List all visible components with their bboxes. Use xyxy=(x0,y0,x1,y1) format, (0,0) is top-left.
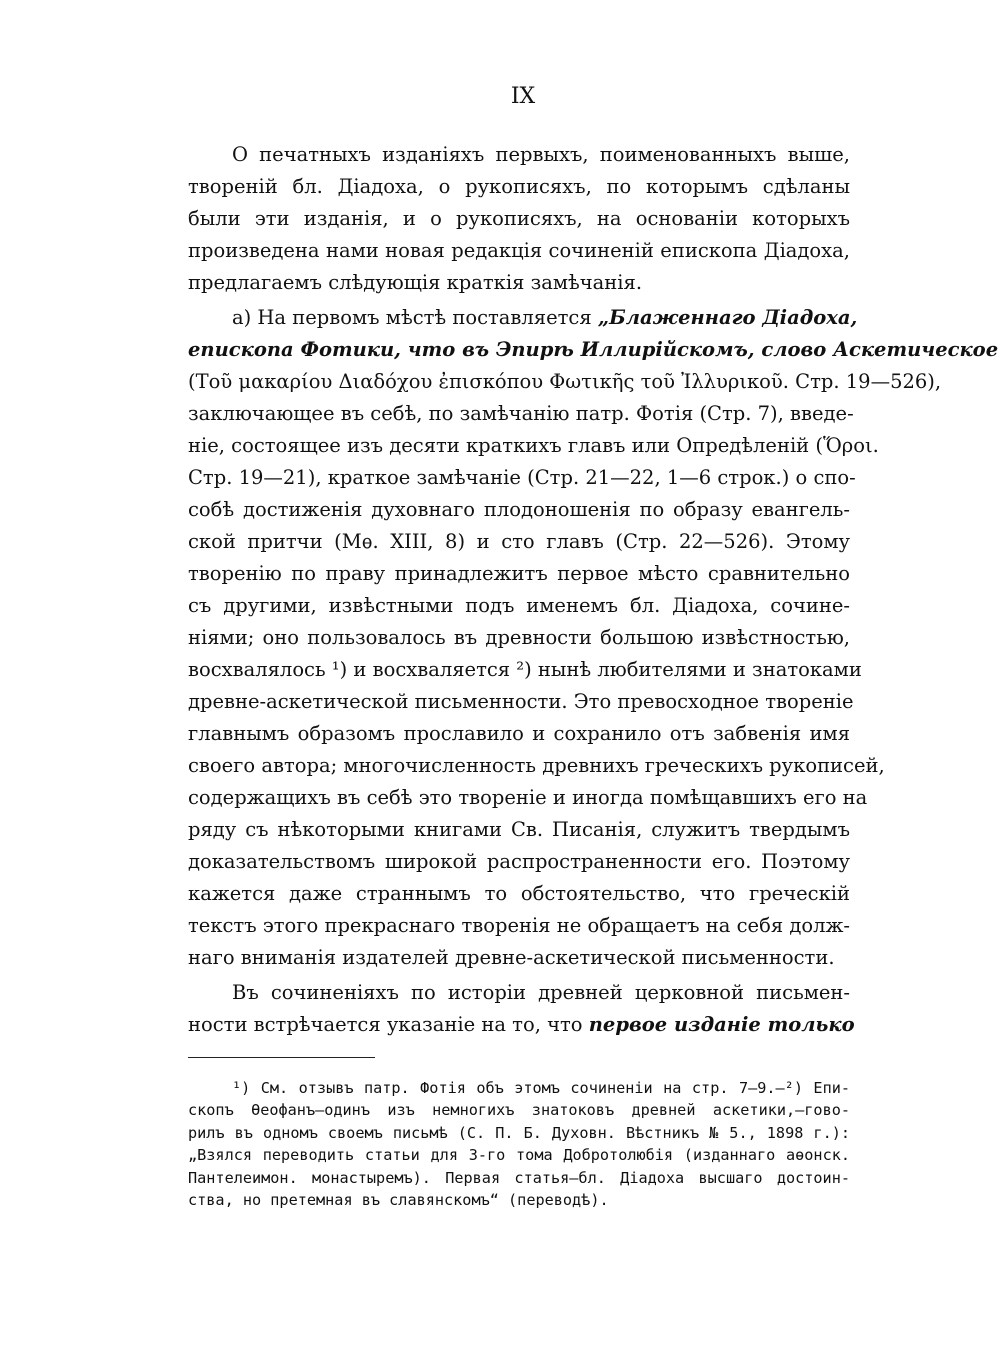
text-line xyxy=(188,686,854,718)
footnote-line: Пантелеимон. монастыремъ). Первая статья—бл. Діадоха высшаго достоин- xyxy=(188,1168,850,1187)
italic-text: „Блаженнаго Діадоха, xyxy=(597,306,858,329)
text-line xyxy=(188,526,850,558)
text-segment: (Τοῦ μακαρίου Διαδόχου ἐπισκόπου Φωτικῆς τοῦ Ἰλλυρικοῦ. Стр. 19—526), xyxy=(188,370,942,393)
text-line xyxy=(188,302,858,334)
text-line xyxy=(188,494,850,526)
text-line xyxy=(188,846,850,878)
text-segment: кажется даже страннымъ то обстоятельство, что греческій xyxy=(188,882,850,905)
text-segment: предлагаемъ слѣдующія краткія замѣчанія. xyxy=(188,271,643,294)
text-segment: О печатныхъ изданіяхъ первыхъ, поименованныхъ выше, xyxy=(232,143,850,166)
paragraph xyxy=(188,302,999,974)
italic-text: епископа Фотики, что въ Эпирѣ Иллирійскомъ, слово Аскетическое xyxy=(188,338,999,361)
text-line xyxy=(188,942,850,974)
text-line xyxy=(188,622,850,654)
text-segment: произведена нами новая редакція сочиненій епископа Діадоха, xyxy=(188,239,850,262)
text-line xyxy=(188,334,999,366)
text-line xyxy=(188,398,854,430)
text-line xyxy=(188,430,879,462)
text-segment: ской притчи (Мѳ. XIII, 8) и сто главъ (Стр. 22—526). Этому xyxy=(188,530,850,553)
text-line xyxy=(188,654,862,686)
text-line xyxy=(188,977,850,1009)
footnote-divider xyxy=(188,1057,375,1058)
text-segment: твореній бл. Діадоха, о рукописяхъ, по которымъ сдѣланы xyxy=(188,175,850,198)
main-text xyxy=(188,139,999,1044)
text-line xyxy=(188,1009,855,1041)
text-segment: Стр. 19—21), краткое замѣчаніе (Стр. 21—22, 1—6 строк.) о спо- xyxy=(188,466,856,489)
text-line xyxy=(188,750,885,782)
text-segment: восхвалялось ¹) и восхваляется ²) нынѣ любителями и знатоками xyxy=(188,658,862,681)
text-line xyxy=(188,878,850,910)
text-line xyxy=(188,558,850,590)
text-segment: а) На первомъ мѣстѣ поставляется xyxy=(232,306,598,329)
text-segment: заключающее въ себѣ, по замѣчанію патр. Фотія (Стр. 7), введе- xyxy=(188,402,854,425)
text-segment: доказательствомъ широкой распространенности его. Поэтому xyxy=(188,850,850,873)
text-segment: ности встрѣчается указаніе на то, что xyxy=(188,1013,589,1036)
text-segment: ряду съ нѣкоторыми книгами Св. Писанія, служитъ твердымъ xyxy=(188,818,850,841)
page-number: IX xyxy=(510,84,536,109)
text-line xyxy=(188,462,856,494)
footnotes xyxy=(188,1077,850,1211)
text-line xyxy=(188,235,850,267)
footnote-line: ¹) См. отзывъ патр. Фотія объ этомъ сочиненіи на стр. 7—9.—²) Епи- xyxy=(232,1079,850,1097)
text-line xyxy=(188,718,850,750)
text-segment: главнымъ образомъ прославило и сохранило отъ забвенія имя xyxy=(188,722,850,745)
text-line xyxy=(188,267,850,299)
footnote-line: ства, но претемная въ славянскомъ“ (переводѣ). xyxy=(188,1190,609,1209)
text-segment: творенію по праву принадлежитъ первое мѣсто сравнительно xyxy=(188,562,850,585)
text-line xyxy=(188,590,850,622)
footnote-line: „Взялся переводить статьи для 3-го тома Добротолюбія (изданнаго аѳонск. xyxy=(188,1146,850,1165)
footnote-line: рилъ въ одномъ своемъ письмѣ (С. П. Б. Духовн. Вѣстникъ № 5., 1898 г.): xyxy=(188,1123,850,1142)
text-line xyxy=(188,203,850,235)
text-segment: содержащихъ въ себѣ это твореніе и иногда помѣщавшихъ его на xyxy=(188,786,868,809)
text-segment: текстъ этого прекраснаго творенія не обращаетъ на себя долж- xyxy=(188,914,850,937)
text-segment: были эти изданія, и о рукописяхъ, на основаніи которыхъ xyxy=(188,207,850,230)
italic-text: первое изданіе только xyxy=(588,1013,855,1036)
text-segment: съ другими, извѣстными подъ именемъ бл. Діадоха, сочине- xyxy=(188,594,850,617)
text-segment: собѣ достиженія духовнаго плодоношенія по образу евангель- xyxy=(188,498,850,521)
footnote-line: скопъ Ѳеофанъ—одинъ изъ немногихъ знатоковъ древней аскетики,—гово- xyxy=(188,1101,850,1120)
text-segment: Въ сочиненіяхъ по исторіи древней церковной письмен- xyxy=(232,981,850,1004)
paragraph xyxy=(188,139,850,299)
text-line xyxy=(188,171,850,203)
text-line xyxy=(188,814,850,846)
paragraph xyxy=(188,977,855,1041)
text-segment: своего автора; многочисленность древнихъ греческихъ рукописей, xyxy=(188,754,885,777)
text-segment: древне-аскетической письменности. Это превосходное твореніе xyxy=(188,690,854,713)
text-line xyxy=(188,139,850,171)
text-segment: ніями; оно пользовалось въ древности большою извѣстностью, xyxy=(188,626,850,649)
text-line xyxy=(188,910,850,942)
text-line xyxy=(188,366,942,398)
text-segment: наго вниманія издателей древне-аскетической письменности. xyxy=(188,946,835,969)
text-segment: ніе, состоящее изъ десяти краткихъ главъ или Опредѣленій (Ὅροι. xyxy=(188,434,879,457)
text-line xyxy=(188,782,868,814)
